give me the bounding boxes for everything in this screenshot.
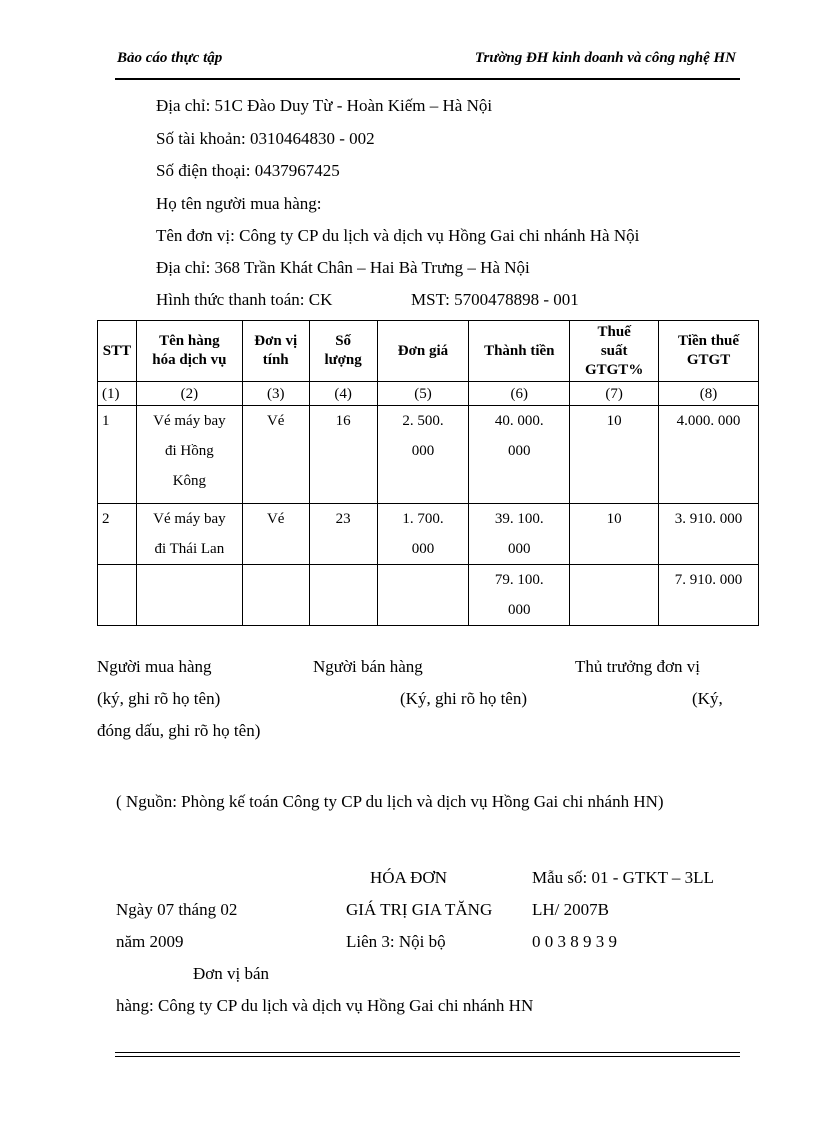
col-header-name: Tên hàng hóa dịch vụ	[136, 321, 242, 382]
invoice-series: LH/ 2007B	[532, 900, 609, 919]
header-left-text: Bảo cáo thực tập	[117, 50, 223, 66]
invoice-seller-label: Đơn vị bán	[193, 964, 270, 983]
col-header-stt: STT	[98, 321, 137, 382]
source-note: ( Nguồn: Phòng kế toán Công ty CP du lịch và dịch vụ Hồng Gai chi nhánh HN)	[116, 792, 664, 811]
invoice-date-line1: Ngày 07 tháng 02	[116, 900, 238, 919]
row-stt: 1	[98, 406, 137, 504]
col-header-amount: Thành tiền	[469, 321, 570, 382]
row-name: Vé máy bay đi Thái Lan	[136, 504, 242, 565]
row-qty: 16	[309, 406, 377, 504]
buyer-unit: Tên đơn vị: Công ty CP du lịch và dịch vụ Hồng Gai chi nhánh Hà Nội	[156, 226, 640, 245]
row-tax: 4.000. 000	[659, 406, 759, 504]
col-number-row	[98, 382, 759, 406]
col-header-qty: Số lượng	[309, 321, 377, 382]
tax-code: MST: 5700478898 - 001	[411, 290, 579, 309]
col-header-tax: Tiền thuế GTGT	[659, 321, 759, 382]
sign-head-note-cont: đóng dấu, ghi rõ họ tên)	[97, 721, 261, 740]
seller-phone: Số điện thoại: 0437967425	[156, 161, 340, 180]
header-right-text: Trường ĐH kinh doanh và công nghệ HN	[474, 50, 736, 66]
header-rule	[115, 78, 740, 80]
sign-head-note: (Ký,	[692, 689, 723, 708]
invoice-table	[97, 320, 759, 626]
row-qty: 23	[309, 504, 377, 565]
table-total-row	[98, 565, 759, 626]
form-number: Mẫu số: 01 - GTKT – 3LL	[532, 868, 714, 887]
col-number: (4)	[309, 382, 377, 406]
col-number: (1)	[98, 382, 137, 406]
invoice-date-line2: năm 2009	[116, 932, 184, 951]
invoice-number: 0 0 3 8 9 3 9	[532, 932, 617, 951]
sign-head: Thủ trưởng đơn vị	[575, 657, 700, 676]
col-number: (6)	[469, 382, 570, 406]
total-amount: 79. 100. 000	[469, 565, 570, 626]
col-header-unit: Đơn vị tính	[242, 321, 309, 382]
row-rate: 10	[570, 406, 659, 504]
row-name: Vé máy bay đi Hồng Kông	[136, 406, 242, 504]
table-row	[98, 504, 759, 565]
row-price: 1. 700. 000	[377, 504, 469, 565]
row-unit: Vé	[242, 406, 309, 504]
col-header-price: Đơn giá	[377, 321, 469, 382]
col-number: (5)	[377, 382, 469, 406]
buyer-name-label: Họ tên người mua hàng:	[156, 194, 322, 213]
row-price: 2. 500. 000	[377, 406, 469, 504]
payment-method: Hình thức thanh toán: CK	[156, 290, 333, 309]
row-rate: 10	[570, 504, 659, 565]
row-amount: 40. 000. 000	[469, 406, 570, 504]
seller-account: Số tài khoản: 0310464830 - 002	[156, 129, 375, 148]
col-number: (7)	[570, 382, 659, 406]
col-number: (2)	[136, 382, 242, 406]
seller-address: Địa chỉ: 51C Đào Duy Từ - Hoàn Kiếm – Hà Nội	[156, 96, 493, 115]
total-tax: 7. 910. 000	[659, 565, 759, 626]
row-stt: 2	[98, 504, 137, 565]
invoice-seller-value: hàng: Công ty CP du lịch và dịch vụ Hồng Gai chi nhánh HN	[116, 996, 534, 1015]
invoice-copy: Liên 3: Nội bộ	[346, 932, 446, 951]
sign-seller: Người bán hàng	[313, 657, 423, 676]
row-amount: 39. 100. 000	[469, 504, 570, 565]
table-header-row	[98, 321, 759, 382]
table-row	[98, 406, 759, 504]
row-tax: 3. 910. 000	[659, 504, 759, 565]
invoice-vat-title: GIÁ TRỊ GIA TĂNG	[346, 900, 493, 919]
buyer-address: Địa chỉ: 368 Trần Khát Chân – Hai Bà Trưng – Hà Nội	[156, 258, 530, 277]
invoice-title: HÓA ĐƠN	[370, 868, 447, 887]
col-header-rate: Thuế suất GTGT%	[570, 321, 659, 382]
sign-buyer-note: (ký, ghi rõ họ tên)	[97, 689, 221, 708]
col-number: (3)	[242, 382, 309, 406]
sign-seller-note: (Ký, ghi rõ họ tên)	[400, 689, 528, 708]
row-unit: Vé	[242, 504, 309, 565]
col-number: (8)	[659, 382, 759, 406]
sign-buyer: Người mua hàng	[97, 657, 212, 676]
footer-rule	[115, 1052, 740, 1057]
